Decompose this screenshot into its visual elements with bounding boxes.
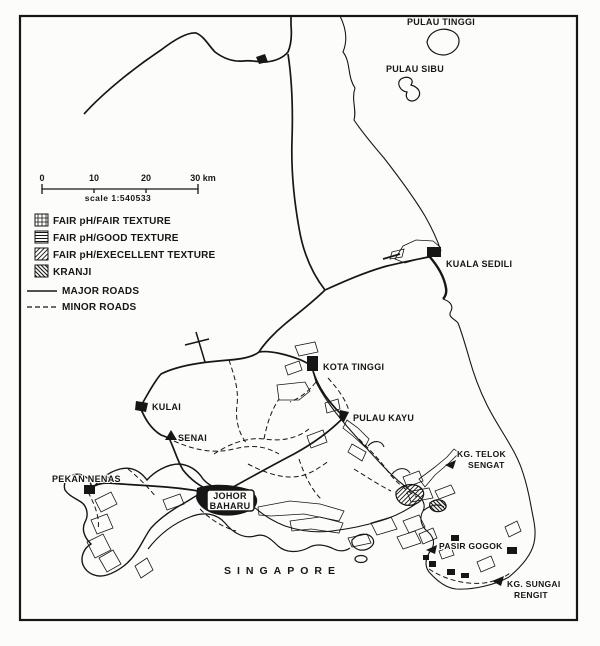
soil-patch bbox=[477, 556, 495, 572]
major-road-northwest bbox=[84, 16, 291, 114]
major-road-north-south bbox=[288, 54, 325, 290]
minor-road bbox=[229, 360, 247, 444]
kuala-sedili-marker bbox=[427, 247, 441, 257]
soil-patch bbox=[397, 531, 421, 549]
east-coastline bbox=[340, 16, 441, 251]
soil-patch bbox=[277, 382, 310, 400]
label-pasir-gogok: PASIR GOGOK bbox=[439, 541, 503, 551]
kota-tinggi-marker bbox=[307, 356, 318, 371]
soil-patch bbox=[99, 550, 121, 572]
scale-caption: scale 1:540533 bbox=[84, 193, 152, 203]
legend-label-fair-good: FAIR pH/GOOD TEXTURE bbox=[53, 233, 179, 244]
label-pulau-sibu: PULAU SIBU bbox=[386, 64, 445, 74]
scale-tick-30: 30 km bbox=[190, 173, 216, 183]
major-road-kota-tinggi-south bbox=[313, 371, 342, 415]
label-kuala-sedili: KUALA SEDILI bbox=[446, 259, 513, 269]
soil-patch bbox=[505, 521, 521, 537]
major-road-kulai-senai-jb bbox=[140, 407, 211, 491]
minor-road bbox=[264, 399, 279, 439]
soil-patch bbox=[135, 558, 153, 578]
scale-tick-10: 10 bbox=[88, 173, 100, 183]
town-markers-group bbox=[84, 54, 517, 586]
soil-patch bbox=[295, 342, 318, 356]
legend-label-minor-roads: MINOR ROADS bbox=[62, 302, 137, 313]
minor-road bbox=[299, 459, 321, 499]
pekan-nenas-marker bbox=[84, 485, 95, 494]
label-kg-telok-sengat-line2: SENGAT bbox=[468, 460, 505, 470]
minor-road bbox=[290, 382, 316, 402]
pasir-gogok-marker bbox=[426, 545, 437, 554]
singapore-north-coast bbox=[148, 514, 350, 552]
legend-swatch-grid bbox=[35, 214, 48, 226]
label-kota-tinggi: KOTA TINGGI bbox=[323, 362, 385, 372]
label-singapore: SINGAPORE bbox=[224, 565, 342, 577]
minor-road bbox=[214, 429, 309, 454]
kulai-marker bbox=[135, 401, 148, 412]
soil-patch bbox=[348, 444, 366, 461]
estuary-inlet-2 bbox=[392, 469, 410, 474]
major-road-kulai-kota-tinggi bbox=[142, 352, 309, 404]
minor-road bbox=[248, 461, 329, 477]
label-pulau-tinggi: PULAU TINGGI bbox=[407, 17, 476, 27]
soil-patch bbox=[258, 501, 344, 521]
pulau-tekong-outline bbox=[396, 485, 424, 506]
label-senai: SENAI bbox=[178, 433, 208, 443]
legend-group bbox=[27, 214, 216, 313]
label-kg-sungai-rengit-line2: RENGIT bbox=[514, 590, 548, 600]
cross-symbol bbox=[185, 332, 209, 362]
legend-label-major-roads: MAJOR ROADS bbox=[62, 286, 140, 297]
label-kulai: KULAI bbox=[152, 402, 181, 412]
estuary-inlet-3 bbox=[368, 442, 384, 447]
major-road-to-kuala-sedili bbox=[325, 256, 433, 290]
label-kg-sungai-rengit-line1: KG. SUNGAI bbox=[507, 579, 561, 589]
legend-label-fair-fair: FAIR pH/FAIR TEXTURE bbox=[53, 216, 171, 227]
label-pulau-kayu: PULAU KAYU bbox=[353, 413, 415, 423]
soil-patch bbox=[87, 534, 111, 558]
label-pekan-nenas: PEKAN NENAS bbox=[52, 474, 121, 484]
label-johor-baharu-line1: JOHOR bbox=[213, 491, 247, 501]
label-johor-baharu-line2: BAHARU bbox=[209, 501, 251, 511]
soil-patch bbox=[435, 485, 455, 499]
johor-river-bank bbox=[313, 371, 417, 495]
legend-swatch-kranji bbox=[35, 265, 48, 277]
kg-sungai-rengit-marker bbox=[492, 576, 504, 586]
legend-label-fair-excellent: FAIR pH/EXECELLENT TEXTURE bbox=[53, 250, 216, 261]
soil-patch bbox=[403, 471, 423, 487]
soil-patch bbox=[91, 514, 113, 534]
label-kg-telok-sengat-line1: KG. TELOK bbox=[457, 449, 506, 459]
soil-patch bbox=[95, 492, 117, 512]
coastal-settlement-patch bbox=[461, 573, 469, 578]
scale-bar-group bbox=[39, 173, 215, 203]
senai-marker bbox=[165, 430, 177, 440]
legend-swatch-hlines bbox=[35, 231, 48, 243]
sedili-estuary bbox=[429, 256, 446, 299]
scale-tick-20: 20 bbox=[140, 173, 152, 183]
johor-baharu-label-box bbox=[207, 490, 254, 511]
soil-patch bbox=[343, 420, 369, 447]
major-road-jb-pulau-kayu bbox=[226, 419, 342, 491]
coastal-settlement-patch bbox=[447, 569, 455, 575]
scale-tick-0: 0 bbox=[39, 173, 45, 183]
legend-swatch-diagonal bbox=[35, 248, 48, 260]
coastal-settlement-patch bbox=[429, 561, 436, 567]
singapore-islet-2 bbox=[355, 556, 367, 563]
minor-road bbox=[128, 469, 156, 497]
coastal-settlement-patch bbox=[423, 555, 429, 560]
soil-patch bbox=[163, 494, 184, 510]
pulau-sibu-outline bbox=[399, 77, 420, 101]
minor-road bbox=[354, 469, 391, 491]
coastal-settlement-patch bbox=[507, 547, 517, 554]
soil-patch bbox=[419, 528, 437, 544]
legend-label-kranji: KRANJI bbox=[53, 267, 92, 278]
soil-patch bbox=[285, 361, 302, 375]
soil-patches-diagonal bbox=[285, 240, 495, 572]
pulau-tinggi-outline bbox=[427, 29, 459, 55]
pulau-ubin-outline bbox=[430, 500, 446, 512]
